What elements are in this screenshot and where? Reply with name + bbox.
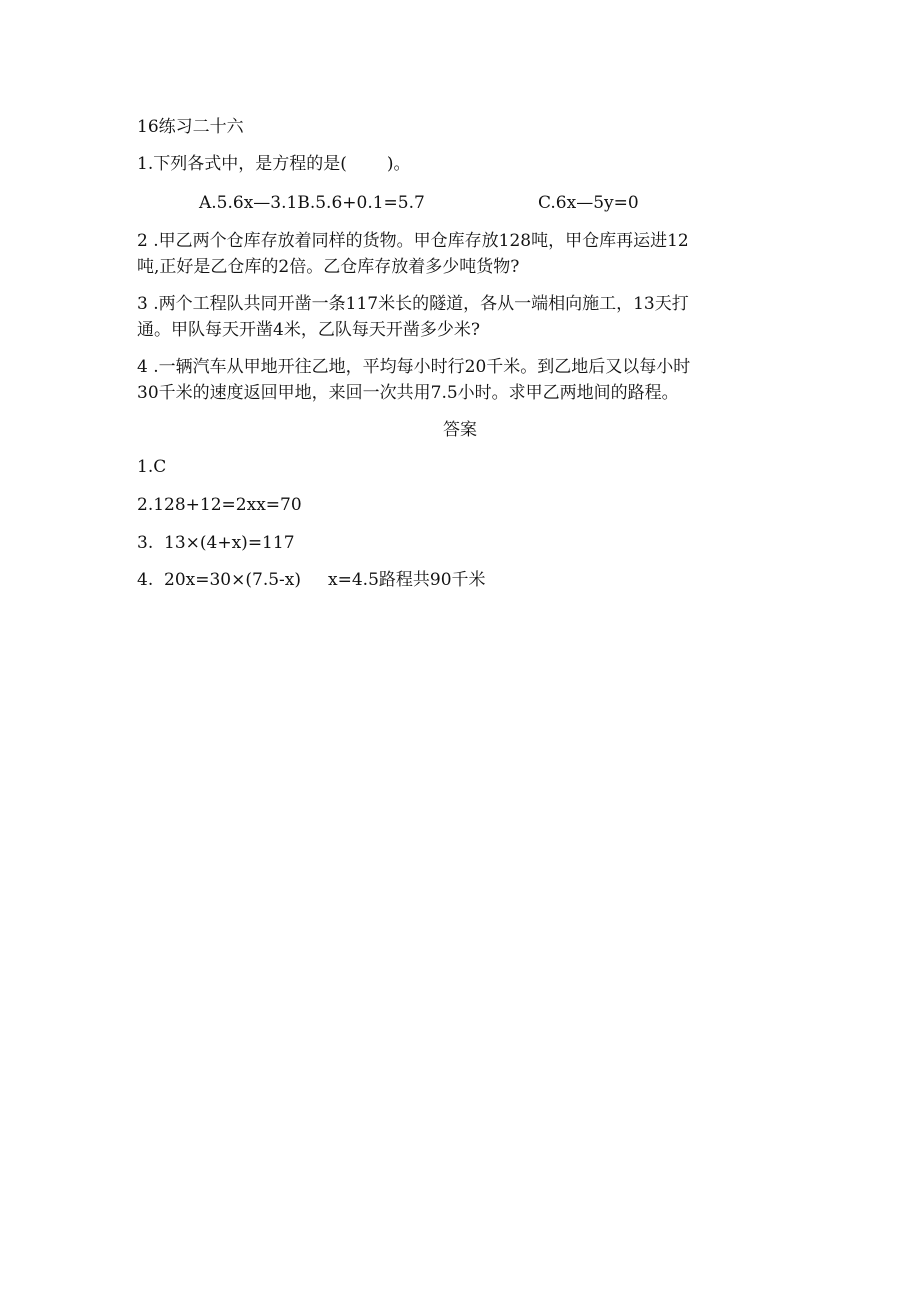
- question-3-line-1: 3 .两个工程队共同开凿一条117米长的隧道，各从一端相向施工，13天打: [137, 294, 689, 314]
- answers-heading: 答案: [443, 420, 477, 440]
- question-4-line-2: 30千米的速度返回甲地，来回一次共用7.5小时。求甲乙两地间的路程。: [137, 383, 679, 403]
- answer-1: 1.C: [137, 457, 167, 477]
- question-1-prefix: 1.下列各式中，是方程的是(: [137, 154, 347, 174]
- answer-3: 3. 13×(4+x)=117: [137, 533, 295, 553]
- question-2-line-1: 2 .甲乙两个仓库存放着同样的货物。甲仓库存放128吨，甲仓库再运进12: [137, 231, 689, 251]
- question-1-option-c: C.6x—5y=0: [538, 193, 639, 213]
- answer-4: 4. 20x=30×(7.5-x) x=4.5路程共90千米: [137, 570, 486, 590]
- question-2-line-2: 吨,正好是乙仓库的2倍。乙仓库存放着多少吨货物?: [137, 257, 520, 277]
- question-1-options-ab: A.5.6x—3.1B.5.6+0.1=5.7: [199, 193, 425, 213]
- answer-2: 2.128+12=2xx=70: [137, 495, 302, 515]
- question-4-line-1: 4 .一辆汽车从甲地开往乙地，平均每小时行20千米。到乙地后又以每小时: [137, 357, 691, 377]
- question-1: [137, 152, 411, 176]
- question-1-suffix: )。: [386, 154, 411, 174]
- question-3-line-2: 通。甲队每天开凿4米，乙队每天开凿多少米?: [137, 320, 480, 340]
- exercise-title: 16练习二十六: [137, 117, 244, 137]
